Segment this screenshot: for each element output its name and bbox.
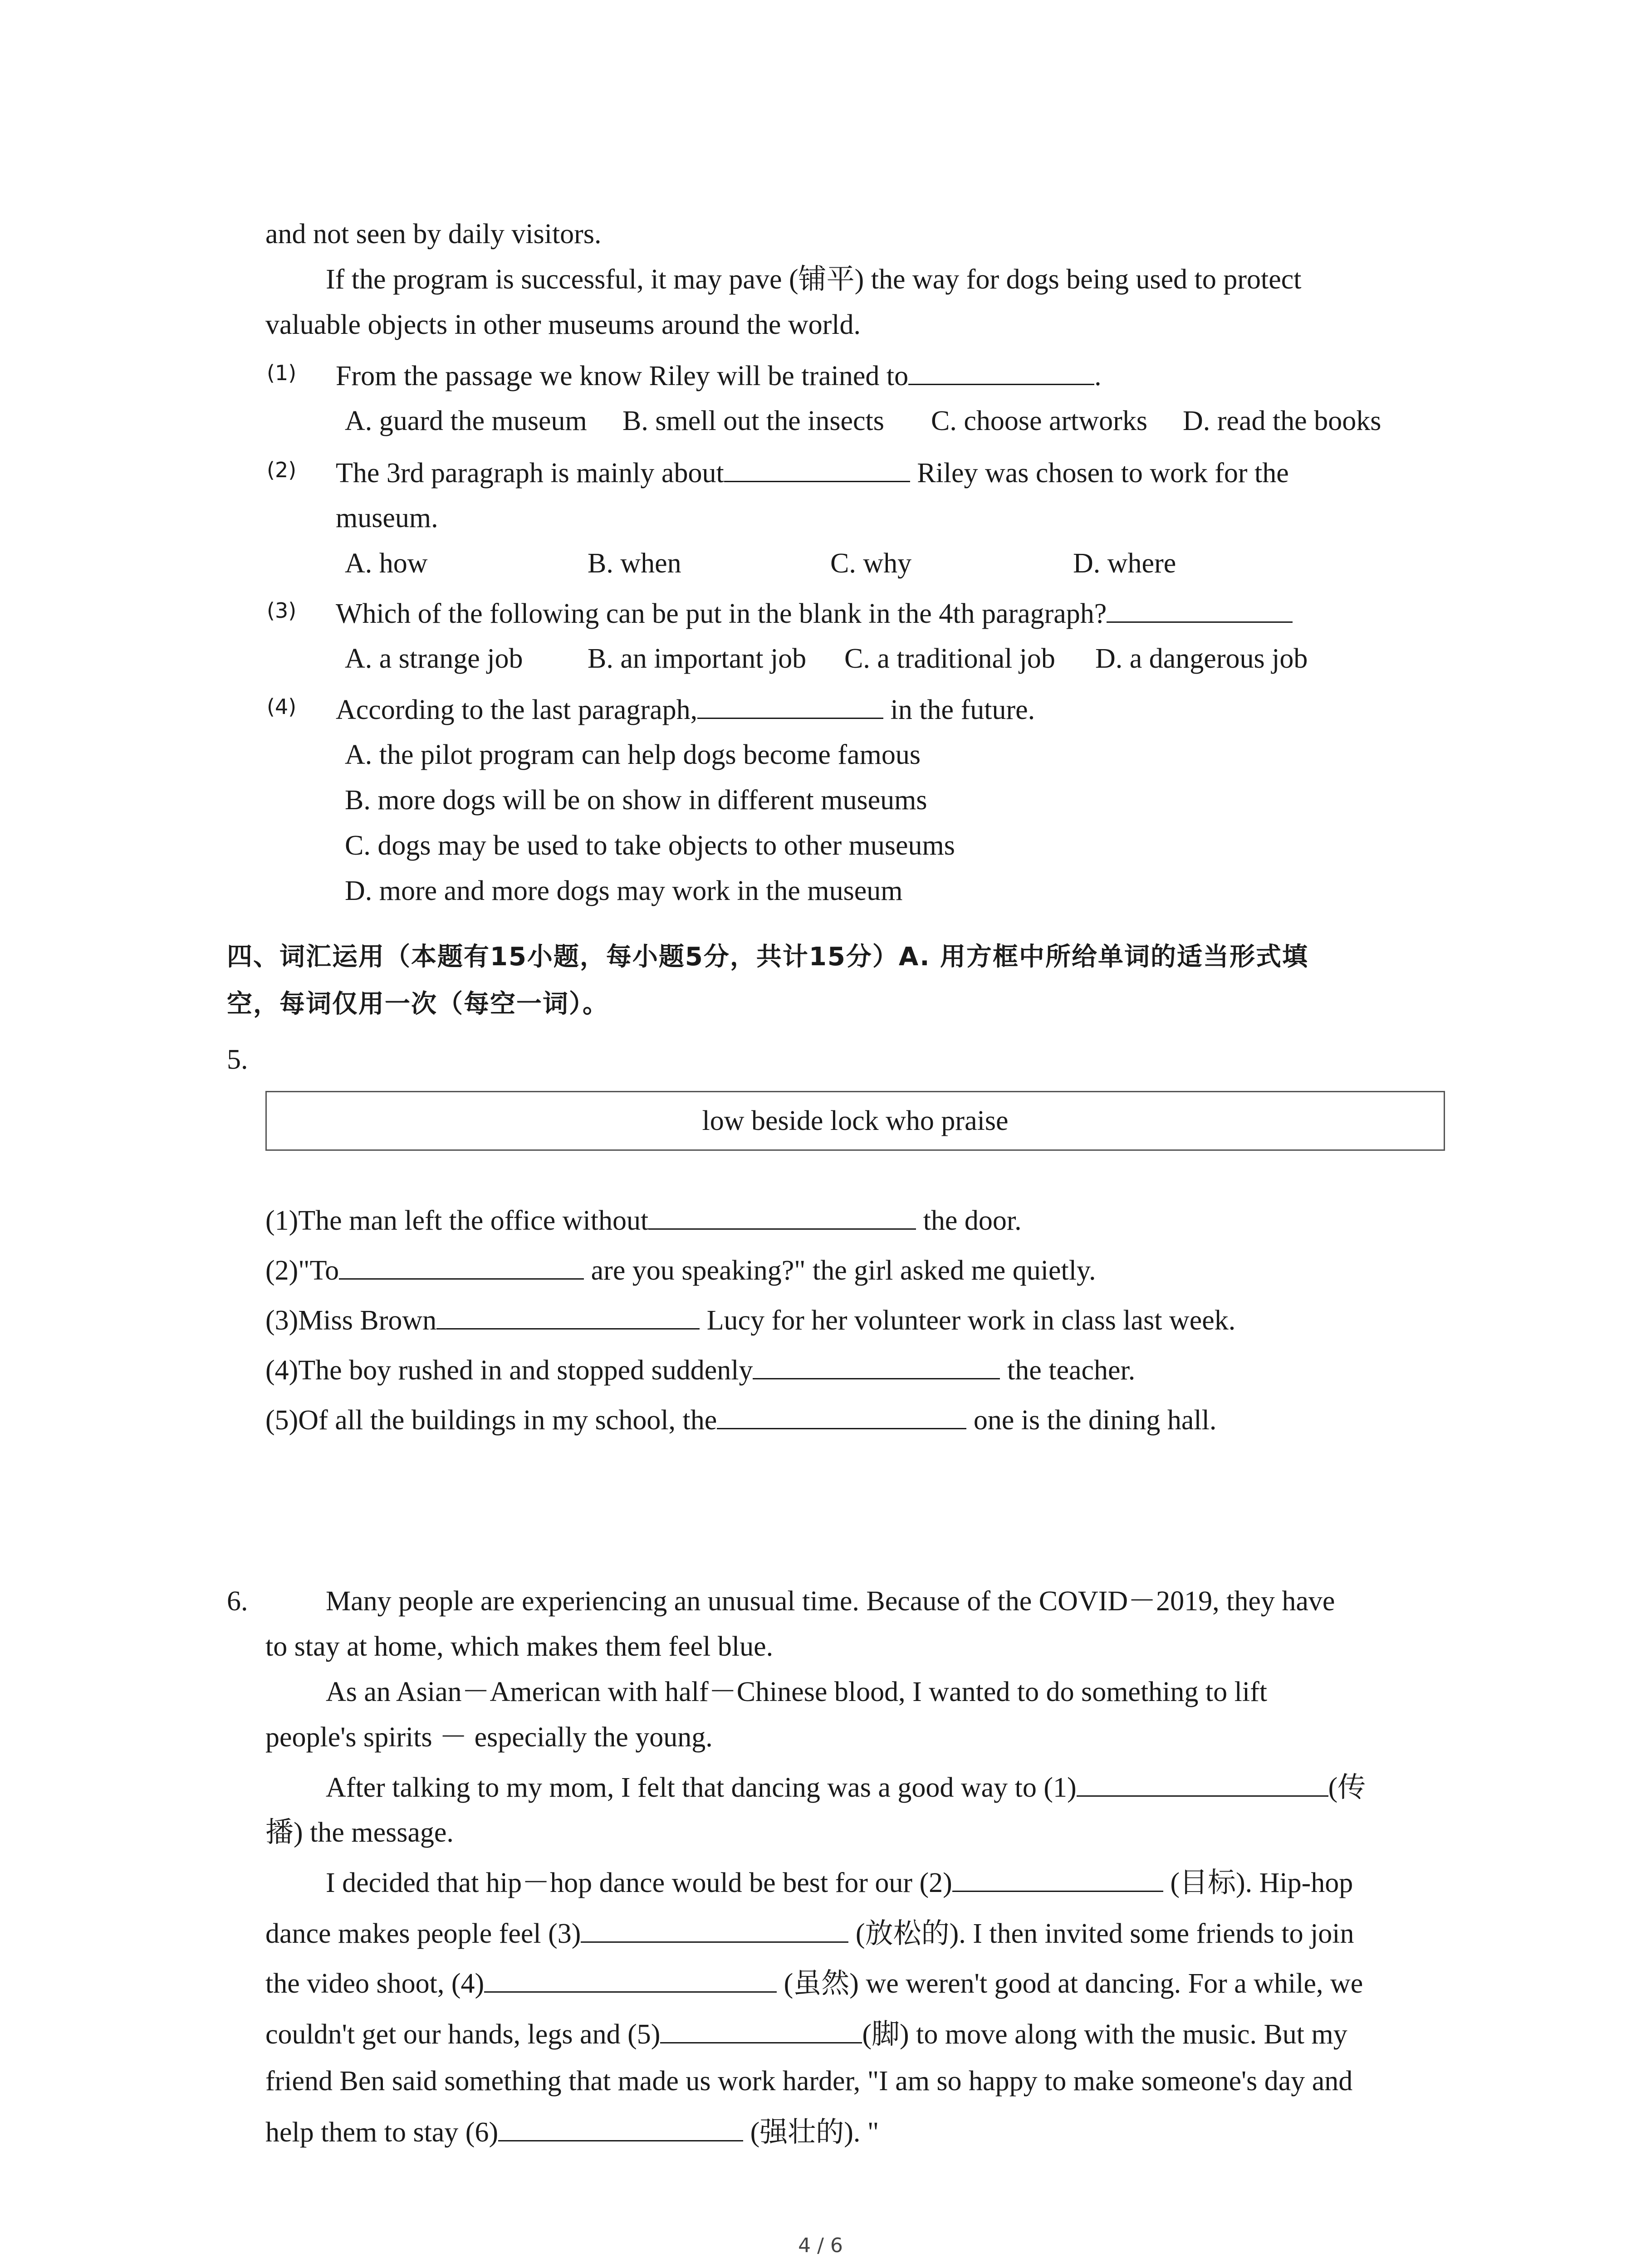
fill-item: (5)Of all the buildings in my school, the one is the dining hall.: [265, 1402, 1216, 1438]
answer-blank[interactable]: [717, 1402, 966, 1429]
answer-blank[interactable]: [753, 1352, 1000, 1379]
passage-line: As an Asian－American with half－Chinese blood, I wanted to do something to lift: [326, 1677, 1267, 1707]
question-stem: From the passage we know Riley will be trained to .: [336, 357, 1102, 394]
passage-line: Many people are experiencing an unusual time. Because of the COVID－2019, they have: [326, 1586, 1335, 1617]
fill-item: (1)The man left the office without the door.: [265, 1202, 1022, 1239]
fill-item: (4)The boy rushed in and stopped suddenly the teacher.: [265, 1352, 1135, 1388]
answer-blank[interactable]: [697, 691, 883, 719]
answer-blank[interactable]: [952, 1864, 1163, 1892]
option-c[interactable]: C. choose artworks: [931, 406, 1147, 436]
section-heading: 空，每词仅用一次（每空一词）。: [227, 989, 609, 1019]
option-b[interactable]: B. smell out the insects: [622, 406, 884, 436]
page-number: 4 / 6: [798, 2234, 843, 2257]
answer-blank[interactable]: [436, 1302, 700, 1330]
answer-blank[interactable]: [908, 357, 1094, 385]
answer-blank[interactable]: [1077, 1769, 1328, 1797]
option-a[interactable]: A. guard the museum: [345, 406, 587, 436]
passage-line: If the program is successful, it may pave (铺平) the way for dogs being used to protect: [326, 264, 1302, 295]
question-number: (4): [267, 694, 297, 719]
passage-line: valuable objects in other museums around the world.: [265, 309, 861, 340]
answer-blank[interactable]: [1107, 595, 1293, 623]
passage-line: After talking to my mom, I felt that dancing was a good way to (1) (传: [326, 1769, 1366, 1806]
option-a[interactable]: A. how: [345, 548, 428, 579]
passage-line: help them to stay (6) (强壮的). ": [265, 2114, 879, 2151]
question-stem: The 3rd paragraph is mainly about Riley was chosen to work for the: [336, 455, 1289, 491]
fill-item: (2)"To are you speaking?" the girl asked me quietly.: [265, 1252, 1096, 1289]
passage-line: I decided that hip－hop dance would be best for our (2) (目标). Hip-hop: [326, 1864, 1353, 1901]
option-d[interactable]: D. more and more dogs may work in the museum: [345, 875, 903, 906]
question-number: 6.: [227, 1586, 248, 1617]
word-box: low beside lock who praise: [265, 1091, 1445, 1151]
fill-item: (3)Miss Brown Lucy for her volunteer work in class last week.: [265, 1302, 1235, 1339]
option-b[interactable]: B. an important job: [588, 643, 807, 674]
answer-blank[interactable]: [339, 1252, 584, 1280]
passage-line: couldn't get our hands, legs and (5) (脚) to move along with the music. But my: [265, 2016, 1347, 2053]
passage-line: 播) the message.: [265, 1817, 454, 1848]
answer-blank[interactable]: [648, 1202, 916, 1230]
option-b[interactable]: B. when: [588, 548, 681, 579]
passage-line: and not seen by daily visitors.: [265, 219, 602, 249]
option-c[interactable]: C. a traditional job: [844, 643, 1055, 674]
passage-line: friend Ben said something that made us work harder, "I am so happy to make someone's day and: [265, 2066, 1353, 2097]
answer-blank[interactable]: [724, 455, 910, 482]
question-number: 5.: [227, 1044, 248, 1075]
question-stem: Which of the following can be put in the blank in the 4th paragraph?: [336, 595, 1293, 632]
option-d[interactable]: D. read the books: [1183, 406, 1381, 436]
passage-line: to stay at home, which makes them feel blue.: [265, 1631, 774, 1662]
passage-line: dance makes people feel (3) (放松的). I then invited some friends to join: [265, 1915, 1354, 1952]
passage-line: the video shoot, (4) (虽然) we weren't good at dancing. For a while, we: [265, 1965, 1363, 2002]
option-c[interactable]: C. why: [830, 548, 912, 579]
answer-blank[interactable]: [498, 2114, 743, 2141]
section-heading: 四、词汇运用（本题有15小题，每小题5分，共计15分）A. 用方框中所给单词的适当形式填: [227, 942, 1308, 972]
options-row: [345, 545, 1176, 582]
option-d[interactable]: D. a dangerous job: [1095, 643, 1308, 674]
question-stem: museum.: [336, 503, 438, 533]
question-number: (1): [267, 361, 297, 385]
answer-blank[interactable]: [660, 2016, 862, 2043]
option-a[interactable]: A. a strange job: [345, 643, 523, 674]
question-stem: According to the last paragraph, in the future.: [336, 691, 1035, 728]
option-b[interactable]: B. more dogs will be on show in different museums: [345, 785, 927, 816]
option-a[interactable]: A. the pilot program can help dogs become famous: [345, 739, 921, 770]
option-c[interactable]: C. dogs may be used to take objects to other museums: [345, 830, 955, 861]
options-row: [345, 640, 1308, 677]
question-number: (3): [267, 598, 297, 623]
passage-line: people's spirits － especially the young.: [265, 1722, 713, 1753]
answer-blank[interactable]: [484, 1965, 777, 1993]
options-row: [345, 403, 1381, 439]
question-number: (2): [267, 458, 297, 482]
answer-blank[interactable]: [581, 1915, 848, 1943]
option-d[interactable]: D. where: [1073, 548, 1176, 579]
